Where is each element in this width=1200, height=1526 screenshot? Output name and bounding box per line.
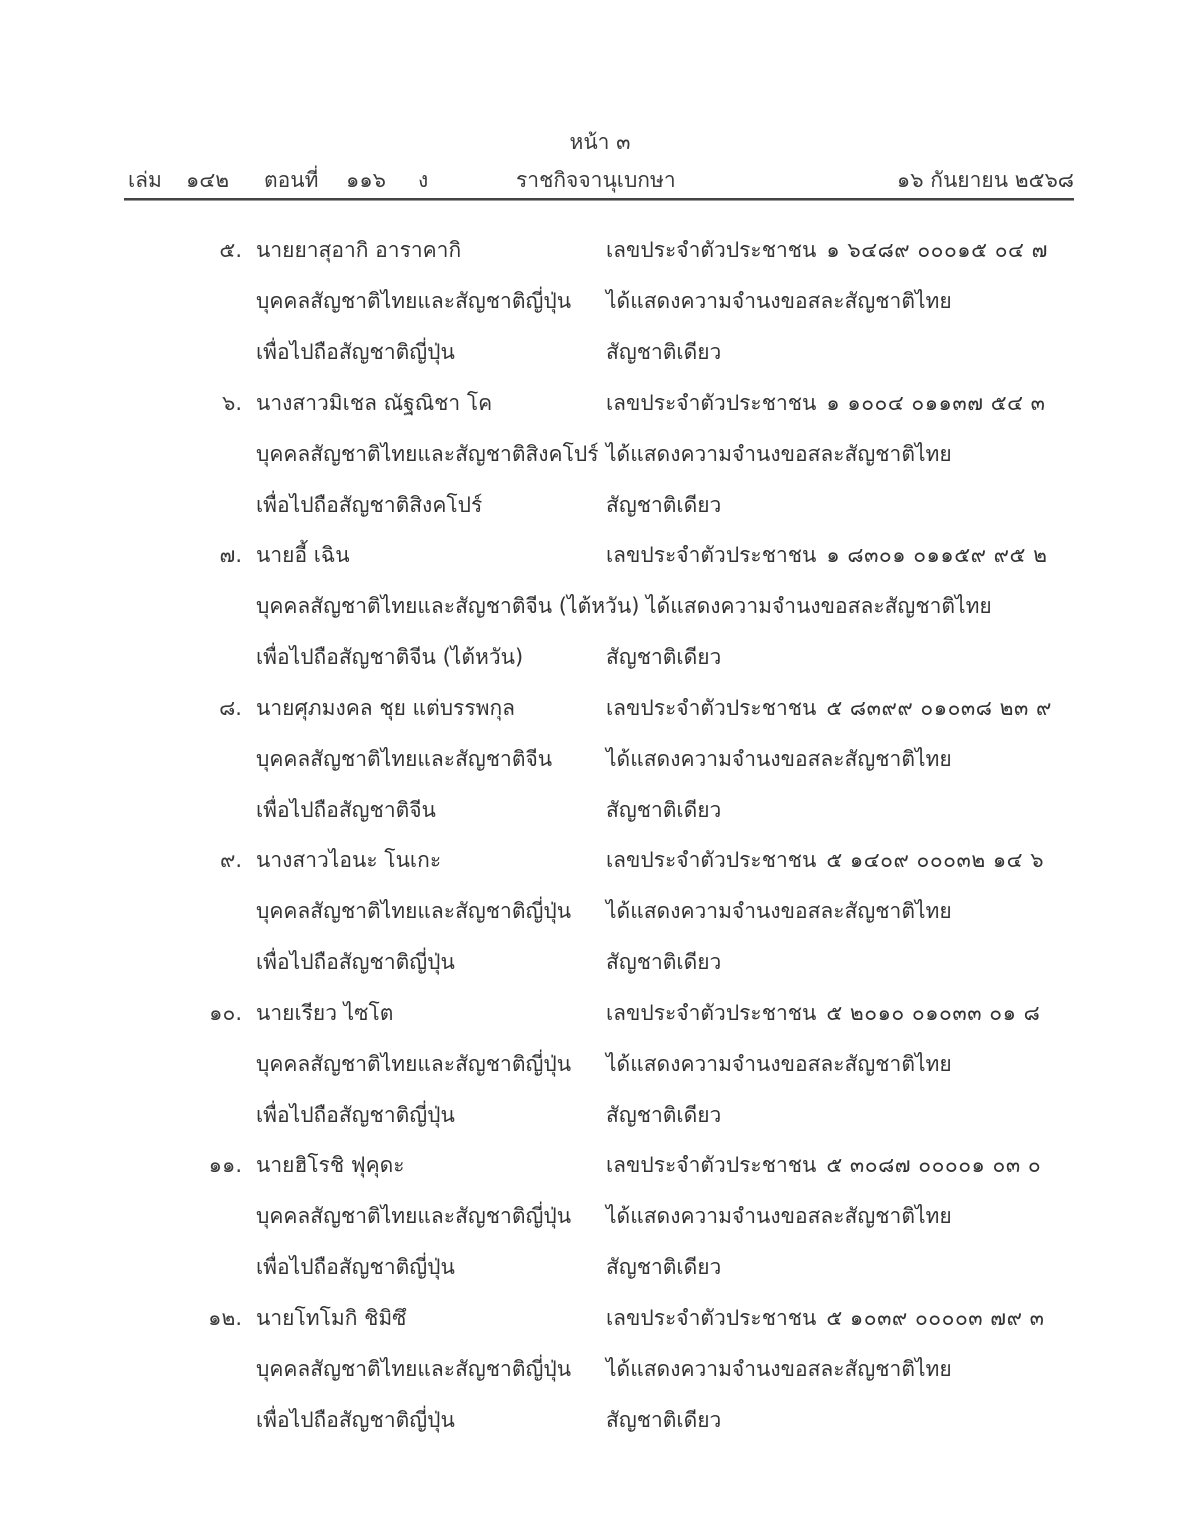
person-name: นางสาวมิเชล ณัฐณิชา โค	[256, 390, 493, 415]
sole-nationality-text: สัญชาติเดียว	[606, 1407, 722, 1432]
sole-nationality-text: สัญชาติเดียว	[606, 950, 722, 974]
nationality-status: บุคคลสัญชาติไทยและสัญชาติญี่ปุ่น	[256, 1051, 572, 1076]
sole-nationality-text: สัญชาติเดียว	[606, 492, 722, 517]
id-block	[606, 1298, 1045, 1338]
list-item	[0, 688, 1200, 841]
id-label: เลขประจำตัวประชาชน	[606, 390, 817, 415]
entry-number: ๘.	[219, 695, 242, 720]
id-label: เลขประจำตัวประชาชน	[606, 695, 817, 720]
page-number: หน้า ๓	[569, 130, 631, 154]
publication-date: ๑๖ กันยายน ๒๕๖๘	[896, 168, 1074, 192]
entry-purpose-row	[0, 485, 1200, 535]
entry-purpose-row	[0, 790, 1200, 840]
entry-name-row	[0, 1298, 1200, 1348]
purpose-text: เพื่อไปถือสัญชาติญี่ปุ่น	[256, 340, 455, 364]
person-name: นายอี้ เฉิน	[256, 543, 350, 567]
declaration-text: ได้แสดงความจำนงขอสละสัญชาติไทย	[606, 1356, 952, 1381]
id-number: ๑ ๘๓๐๑ ๐๑๑๕๙ ๙๕ ๒	[826, 543, 1048, 567]
nationality-status: บุคคลสัญชาติไทยและสัญชาติจีน	[256, 746, 553, 771]
section-code: ง	[418, 168, 429, 192]
entry-purpose-row	[0, 1400, 1200, 1450]
entry-number: ๙.	[219, 848, 242, 872]
list-item	[0, 383, 1200, 536]
entry-status-row	[0, 434, 1200, 484]
list-item	[0, 535, 1200, 688]
person-name: นายยาสุอากิ อาราคากิ	[256, 238, 462, 262]
id-block	[606, 383, 1046, 423]
purpose-text: เพื่อไปถือสัญชาติจีน (ไต้หวัน)	[256, 645, 524, 669]
nationality-status: บุคคลสัญชาติไทยและสัญชาติญี่ปุ่น	[256, 1204, 572, 1228]
id-number: ๑ ๖๔๘๙ ๐๐๐๑๕ ๐๔ ๗	[826, 238, 1048, 262]
nationality-status: บุคคลสัญชาติไทยและสัญชาติญี่ปุ่น	[256, 289, 572, 313]
purpose-text: เพื่อไปถือสัญชาติญี่ปุ่น	[256, 1255, 455, 1279]
declaration-text: ได้แสดงความจำนงขอสละสัญชาติไทย	[606, 746, 952, 771]
entry-status-row	[0, 739, 1200, 789]
id-label: เลขประจำตัวประชาชน	[606, 848, 817, 872]
entry-number: ๗.	[219, 543, 242, 567]
entry-name-row	[0, 688, 1200, 738]
purpose-text: เพื่อไปถือสัญชาติสิงคโปร์	[256, 492, 483, 517]
issue-label: ตอนที่	[264, 168, 319, 192]
entry-purpose-row	[0, 1247, 1200, 1297]
gazette-header	[128, 164, 1074, 194]
id-block	[606, 230, 1048, 270]
nationality-status: บุคคลสัญชาติไทยและสัญชาติญี่ปุ่น	[256, 1356, 572, 1381]
purpose-text: เพื่อไปถือสัญชาติญี่ปุ่น	[256, 1102, 455, 1127]
entry-status-row	[0, 1349, 1200, 1399]
person-name: นายศุภมงคล ชุย แต่บรรพกุล	[256, 695, 516, 720]
id-number: ๕ ๑๔๐๙ ๐๐๐๓๒ ๑๔ ๖	[826, 848, 1045, 872]
person-name: นายเรียว ไซโต	[256, 1000, 394, 1025]
entry-status-row	[0, 1196, 1200, 1246]
purpose-text: เพื่อไปถือสัญชาติญี่ปุ่น	[256, 1407, 455, 1432]
sole-nationality-text: สัญชาติเดียว	[606, 1255, 722, 1279]
declaration-text: ได้แสดงความจำนงขอสละสัญชาติไทย	[606, 289, 952, 313]
id-number: ๕ ๓๐๘๗ ๐๐๐๐๑ ๐๓ ๐	[826, 1153, 1042, 1177]
person-name: นายฮิโรชิ ฟุคุดะ	[256, 1153, 405, 1177]
entry-status-row	[0, 281, 1200, 331]
list-item	[0, 230, 1200, 383]
list-item	[0, 840, 1200, 993]
entry-number: ๕.	[219, 238, 242, 262]
declaration-text: ได้แสดงความจำนงขอสละสัญชาติไทย	[606, 1204, 952, 1228]
entry-name-row	[0, 840, 1200, 890]
entry-status-row	[0, 891, 1200, 941]
entry-number: ๑๐.	[209, 1000, 242, 1025]
purpose-text: เพื่อไปถือสัญชาติจีน	[256, 797, 436, 822]
header-rule	[124, 198, 1074, 200]
declaration-text: ได้แสดงความจำนงขอสละสัญชาติไทย	[606, 1051, 952, 1076]
id-block	[606, 535, 1047, 575]
entry-purpose-row	[0, 942, 1200, 992]
volume-label: เล่ม	[128, 168, 162, 192]
id-block	[606, 1145, 1041, 1185]
entry-number: ๑๒.	[208, 1305, 242, 1330]
list-item	[0, 1298, 1200, 1451]
id-block	[606, 993, 1040, 1033]
person-name: นายโทโมกิ ชิมิซึ	[256, 1305, 407, 1330]
entry-purpose-row	[0, 332, 1200, 382]
id-label: เลขประจำตัวประชาชน	[606, 1153, 817, 1177]
entry-list	[0, 230, 1200, 1450]
sole-nationality-text: สัญชาติเดียว	[606, 1102, 722, 1127]
sole-nationality-text: สัญชาติเดียว	[606, 797, 722, 822]
nationality-declaration-text: บุคคลสัญชาติไทยและสัญชาติจีน (ไต้หวัน) ได้แสดงความจำนงขอสละสัญชาติไทย	[256, 594, 992, 618]
issue-number: ๑๑๖	[346, 168, 386, 192]
declaration-text: ได้แสดงความจำนงขอสละสัญชาติไทย	[606, 899, 952, 923]
entry-name-row	[0, 1145, 1200, 1195]
entry-name-row	[0, 535, 1200, 585]
person-name: นางสาวไอนะ โนเกะ	[256, 848, 442, 872]
id-label: เลขประจำตัวประชาชน	[606, 1305, 817, 1330]
entry-purpose-row	[0, 637, 1200, 687]
id-number: ๕ ๒๐๑๐ ๐๑๐๓๓ ๐๑ ๘	[826, 1000, 1041, 1025]
id-number: ๕ ๑๐๓๙ ๐๐๐๐๓ ๗๙ ๓	[826, 1305, 1045, 1330]
purpose-text: เพื่อไปถือสัญชาติญี่ปุ่น	[256, 950, 455, 974]
id-label: เลขประจำตัวประชาชน	[606, 238, 817, 262]
id-number: ๕ ๘๓๙๙ ๐๑๐๓๘ ๒๓ ๙	[826, 695, 1052, 720]
entry-name-row	[0, 230, 1200, 280]
entry-name-row	[0, 993, 1200, 1043]
nationality-status: บุคคลสัญชาติไทยและสัญชาติญี่ปุ่น	[256, 899, 572, 923]
entry-status-row	[0, 586, 1200, 636]
id-label: เลขประจำตัวประชาชน	[606, 1000, 817, 1025]
id-label: เลขประจำตัวประชาชน	[606, 543, 817, 567]
id-number: ๑ ๑๐๐๔ ๐๑๑๓๗ ๕๔ ๓	[826, 390, 1046, 415]
id-block	[606, 688, 1052, 728]
sole-nationality-text: สัญชาติเดียว	[606, 340, 722, 364]
entry-number: ๑๑.	[208, 1153, 242, 1177]
volume-number: ๑๔๒	[186, 168, 230, 192]
entry-status-row	[0, 1044, 1200, 1094]
list-item	[0, 993, 1200, 1146]
entry-purpose-row	[0, 1095, 1200, 1145]
sole-nationality-text: สัญชาติเดียว	[606, 645, 722, 669]
declaration-text: ได้แสดงความจำนงขอสละสัญชาติไทย	[606, 441, 952, 466]
list-item	[0, 1145, 1200, 1298]
nationality-status: บุคคลสัญชาติไทยและสัญชาติสิงคโปร์	[256, 441, 599, 466]
id-block	[606, 840, 1044, 880]
gazette-name: ราชกิจจานุเบกษา	[516, 168, 676, 192]
entry-name-row	[0, 383, 1200, 433]
entry-number: ๖.	[221, 390, 242, 415]
